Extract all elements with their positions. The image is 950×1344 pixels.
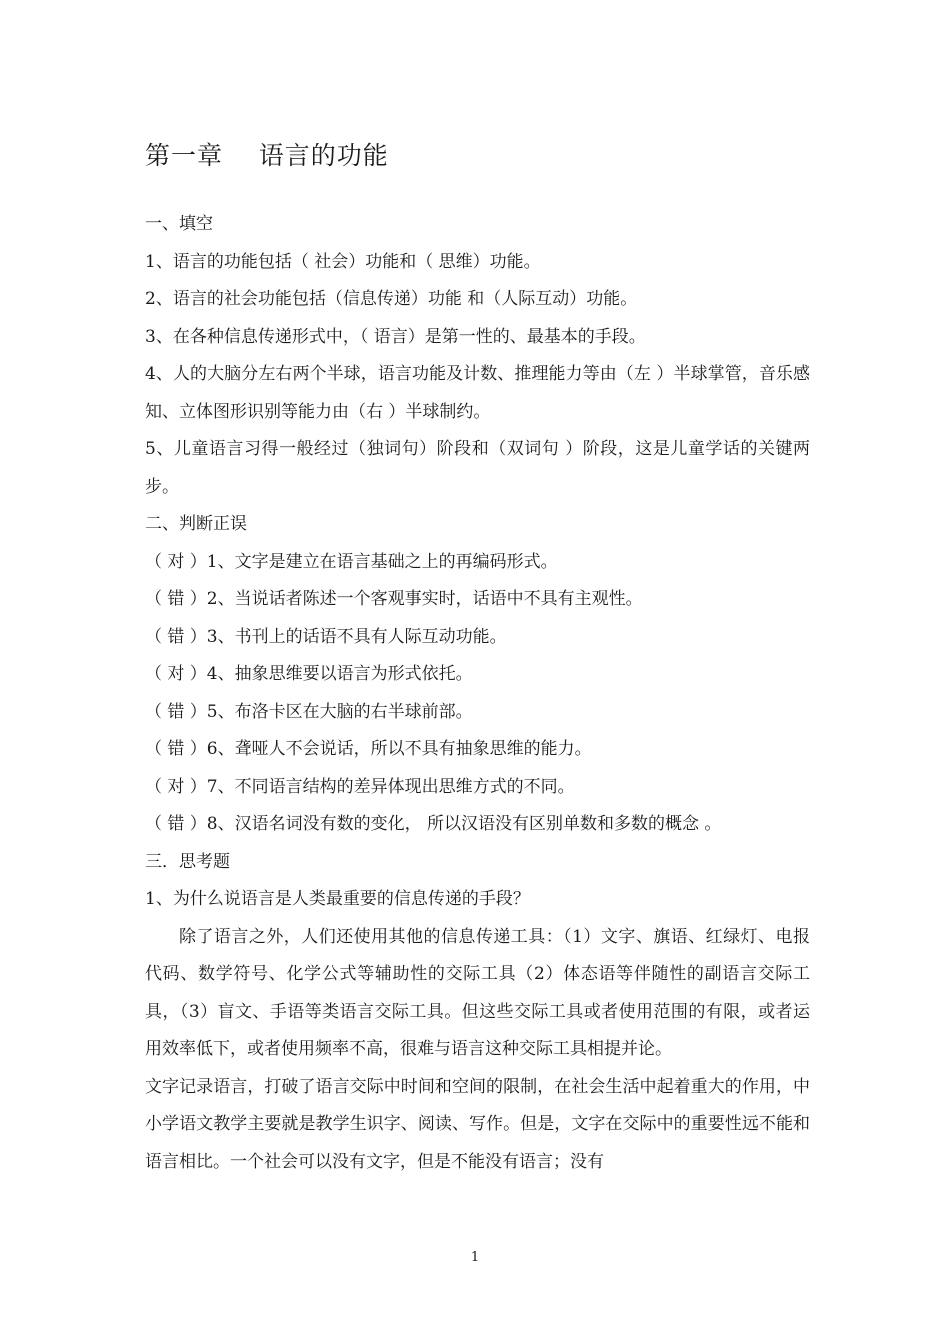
document-body xyxy=(145,206,810,1181)
section-heading-fill-blank: 一、填空 xyxy=(145,214,213,234)
fill-blank-question-4: 4、人的大脑分左右两个半球，语言功能及计数、推理能力等由（左 ）半球掌管，音乐感知、立体图形识别等能力由（右 ）半球制约。 xyxy=(145,364,810,422)
fill-blank-question-1: 1、语言的功能包括（ 社会）功能和（ 思维）功能。 xyxy=(145,251,541,272)
true-false-item: （ 错 ）8、汉语名词没有数的变化， 所以汉语没有区别单数和多数的概念 。 xyxy=(145,814,722,834)
fill-blank-question-2: 2、语言的社会功能包括（信息传递）功能 和（人际互动）功能。 xyxy=(145,289,638,309)
page-number: 1 xyxy=(470,1250,480,1265)
section-heading-true-false: 二、判断正误 xyxy=(145,514,247,534)
true-false-item: （ 错 ）3、书刊上的话语不具有人际互动功能。 xyxy=(145,626,507,647)
fill-blank-question-3: 3、在各种信息传递形式中，（ 语言）是第一性的、最基本的手段。 xyxy=(145,326,646,347)
true-false-item: （ 错 ）5、布洛卡区在大脑的右半球前部。 xyxy=(145,701,473,722)
true-false-item: （ 对 ）7、不同语言结构的差异体现出思维方式的不同。 xyxy=(145,776,575,797)
true-false-item: （ 对 ）1、文字是建立在语言基础之上的再编码形式。 xyxy=(145,551,558,572)
chapter-title: 第一章 语言的功能 xyxy=(145,141,389,170)
fill-blank-question-5: 5、儿童语言习得一般经过（独词句）阶段和（双词句 ）阶段，这是儿童学话的关键两步。 xyxy=(145,439,810,497)
answer-paragraph-1: 除了语言之外，人们还使用其他的信息传递工具：（1）文字、旗语、红绿灯、电报代码、数学符号、化学公式等辅助性的交际工具（2）体态语等伴随性的副语言交际工具，（3）盲文、手语等类语言交际工具。但这些交际工具或者使用范围的有限，或者运用效率低下，或者使用频率不高，很难与语言这种交际工具相提并论。 xyxy=(145,926,810,1059)
true-false-item: （ 错 ）2、当说话者陈述一个客观事实时，话语中不具有主观性。 xyxy=(145,589,643,609)
answer-paragraph-2: 文字记录语言，打破了语言交际中时间和空间的限制，在社会生活中起着重大的作用，中小学语文教学主要就是教学生识字、阅读、写作。但是，文字在交际中的重要性远不能和语言相比。一个社会可以没有文字，但是不能没有语言；没有 xyxy=(145,1076,810,1172)
section-heading-thinking: 三．思考题 xyxy=(145,851,230,872)
true-false-item: （ 对 ）4、抽象思维要以语言为形式依托。 xyxy=(145,664,473,684)
thinking-question-1: 1、为什么说语言是人类最重要的信息传递的手段？ xyxy=(145,889,530,909)
true-false-item: （ 错 ）6、聋哑人不会说话，所以不具有抽象思维的能力。 xyxy=(145,739,592,759)
